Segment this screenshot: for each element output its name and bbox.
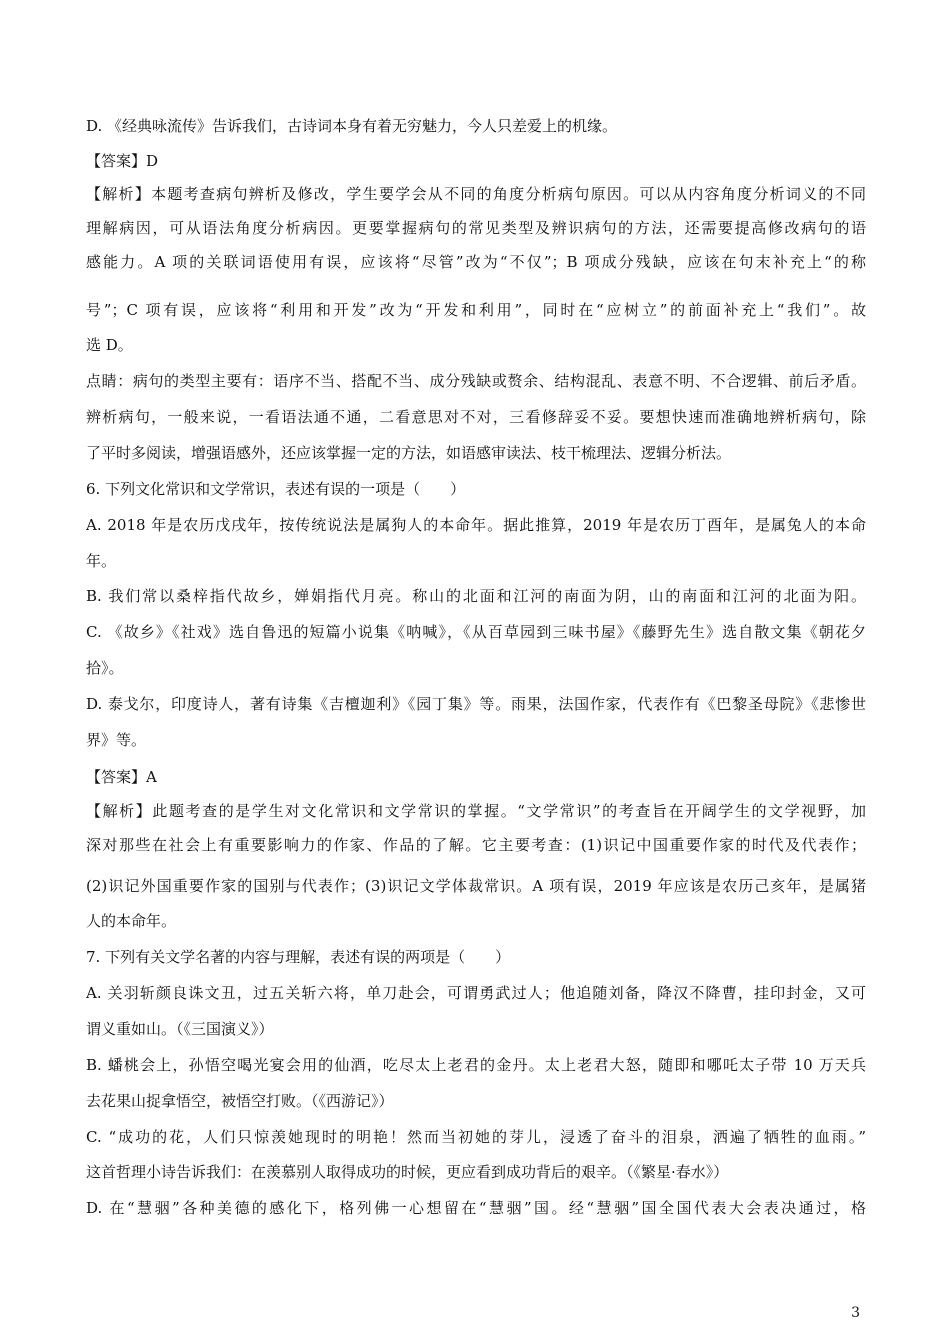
option-a-q6-line-1: A. 2018 年是农历戊戌年，按传统说法是属狗人的本命年。据此推算，2019 年是农历丁酉年，是属兔人的本命 bbox=[86, 516, 866, 534]
analysis-q6-line-1: 【解析】此题考查的是学生对文化常识和文学常识的掌握。“文学常识”的考查旨在开阔学生的文学视野，加 bbox=[86, 802, 866, 820]
page-number: 3 bbox=[851, 1305, 860, 1321]
answer-label-q6: 【答案】A bbox=[86, 768, 157, 786]
option-a-q6-line-2: 年。 bbox=[86, 552, 117, 570]
tip-line-3: 了平时多阅读，增强语感外，还应该掌握一定的方法，如语感审读法、枝干梳理法、逻辑分析法。 bbox=[86, 444, 732, 462]
option-b-q7-line-1: B. 蟠桃会上，孙悟空喝光宴会用的仙酒，吃尽太上老君的金丹。太上老君大怒，随即和哪吒太子带 10 万天兵 bbox=[86, 1056, 866, 1074]
option-a-q7-line-2: 谓义重如山。（《三国演义》） bbox=[86, 1020, 274, 1038]
option-c-q6-line-1: C. 《故乡》《社戏》选自鲁迅的短篇小说集《呐喊》，《从百草园到三味书屋》《藤野先生》选自散文集《朝花夕 bbox=[86, 623, 866, 641]
option-d-q7-line-1: D. 在“慧骃”各种美德的感化下，格列佛一心想留在“慧骃”国。经“慧骃”国全国代表大会表决通过，格 bbox=[86, 1199, 866, 1217]
option-b-q7-line-2: 去花果山捉拿悟空，被悟空打败。（《西游记》） bbox=[86, 1092, 394, 1110]
analysis-q6-line-4: 人的本命年。 bbox=[86, 912, 177, 930]
analysis-q5-line-5: 选 D。 bbox=[86, 336, 133, 354]
option-c-q7-line-2: 这首哲理小诗告诉我们：在羡慕别人取得成功的时候，更应看到成功背后的艰辛。（《繁星·春水》） bbox=[86, 1163, 729, 1181]
question-6-stem: 6. 下列文化常识和文学常识，表述有误的一项是（ ） bbox=[86, 480, 466, 498]
tip-line-2: 辨析病句，一般来说，一看语法通不通，二看意思对不对，三看修辞妥不妥。要想快速而准确地辨析病句，除 bbox=[86, 408, 866, 426]
analysis-q5-line-2: 理解病因，可从语法角度分析病因。更要掌握病句的常见类型及辨识病句的方法，还需要提高修改病句的语 bbox=[86, 219, 866, 237]
option-b-q6: B. 我们常以桑梓指代故乡，婵娟指代月亮。称山的北面和江河的南面为阴，山的南面和江河的北面为阳。 bbox=[86, 587, 866, 605]
analysis-q5-line-1: 【解析】本题考查病句辨析及修改，学生要学会从不同的角度分析病句原因。可以从内容角度分析词义的不同 bbox=[86, 185, 866, 203]
option-d-q6-line-2: 界》等。 bbox=[86, 731, 147, 749]
analysis-q6-line-2: 深对那些在社会上有重要影响力的作家、作品的了解。它主要考查：(1)识记中国重要作家的时代及代表作； bbox=[86, 836, 866, 854]
option-c-q6-line-2: 拾》。 bbox=[86, 659, 124, 677]
question-7-stem: 7. 下列有关文学名著的内容与理解，表述有误的两项是（ ） bbox=[86, 948, 511, 966]
option-d-q6-line-1: D. 泰戈尔，印度诗人，著有诗集《吉檀迦利》《园丁集》等。雨果，法国作家，代表作有《巴黎圣母院》《悲惨世 bbox=[86, 695, 866, 713]
option-a-q7-line-1: A. 关羽斩颜良诛文丑，过五关斩六将，单刀赴会，可谓勇武过人；他追随刘备，降汉不降曹，挂印封金，又可 bbox=[86, 984, 866, 1002]
analysis-q5-line-3: 感能力。A 项的关联词语使用有误，应该将“尽管”改为“不仅”；B 项成分残缺，应该在句末补充上“的称 bbox=[86, 253, 866, 271]
tip-line-1: 点睛：病句的类型主要有：语序不当、搭配不当、成分残缺或赘余、结构混乱、表意不明、不合逻辑、前后矛盾。 bbox=[86, 372, 866, 390]
analysis-q5-line-4: 号”；C 项有误，应该将“利用和开发”改为“开发和利用”，同时在“应树立”的前面补充上“我们”。故 bbox=[86, 301, 866, 319]
analysis-q6-line-3: (2)识记外国重要作家的国别与代表作；(3)识记文学体裁常识。A 项有误，2019 年应该是农历己亥年，是属猪 bbox=[86, 877, 866, 895]
answer-label-q5: 【答案】D bbox=[86, 152, 159, 170]
option-c-q7-line-1: C. “成功的花，人们只惊羡她现时的明艳！然而当初她的芽儿，浸透了奋斗的泪泉，洒遍了牺牲的血雨。” bbox=[86, 1128, 866, 1146]
option-d-q5: D. 《经典咏流传》告诉我们，古诗词本身有着无穷魅力，今人只差爱上的机缘。 bbox=[86, 117, 618, 135]
